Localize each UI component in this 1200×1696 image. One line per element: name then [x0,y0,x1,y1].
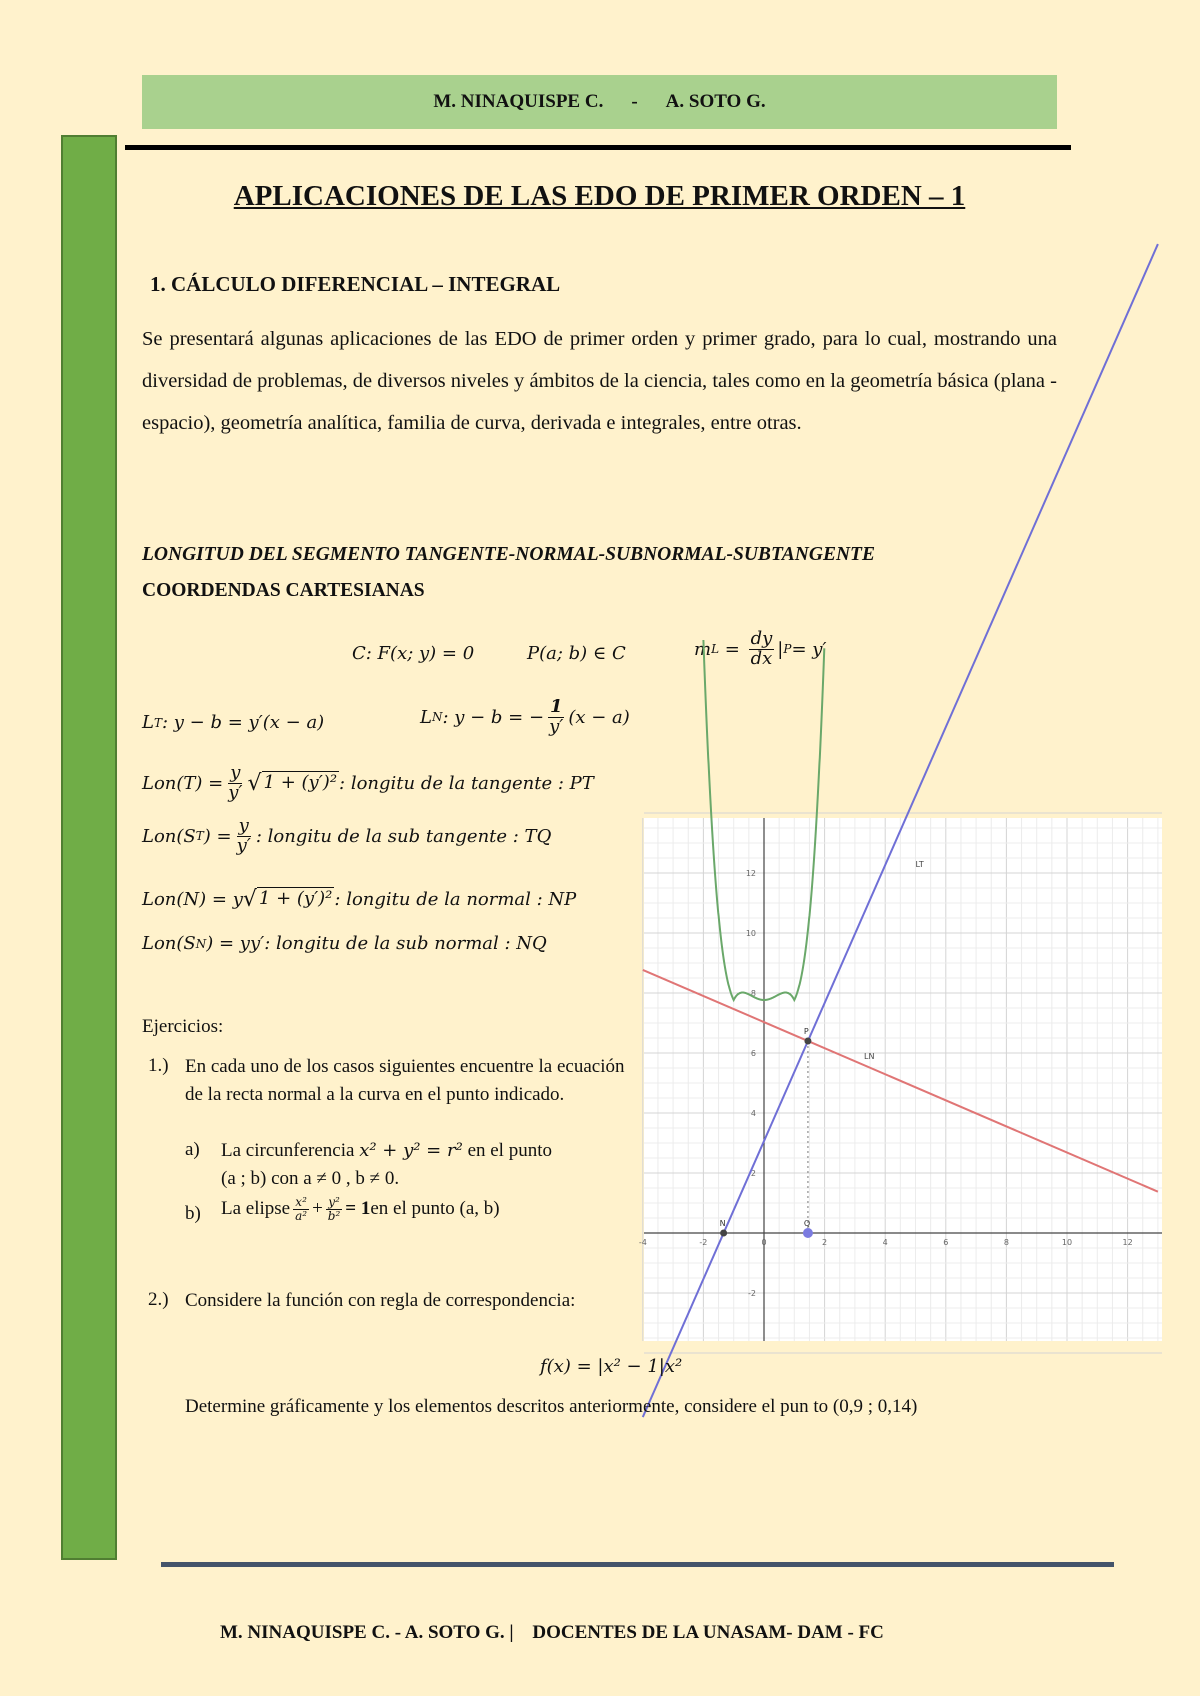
formula-normal-line: L N : y − b = − $\frac{1}{y'}$ (x − a) [420,696,630,737]
function-graph [638,818,1162,1341]
y-tick-label: 8 [750,989,756,998]
point-q [803,1228,813,1238]
exercise-1-number: 1.) [148,1055,169,1076]
point-label: N [719,1219,726,1228]
header-rule [125,145,1071,150]
header-author1: M. NINAQUISPE C. [433,91,604,112]
exercise-2-number: 2.) [148,1289,169,1310]
formula-curve: C: F(x; y) = 0 [352,643,475,664]
footer-docentes: DOCENTES DE LA UNASAM- DAM - FC [532,1622,884,1643]
x-tick-label: -2 [699,1238,708,1247]
x-tick-label: 6 [943,1238,949,1247]
y-tick-label: 10 [745,929,756,938]
footer-authors: M. NINAQUISPE C. - A. SOTO G. | [220,1622,514,1643]
x-tick-label: 4 [882,1238,888,1247]
subheading-segments: LONGITUD DEL SEGMENTO TANGENTE-NORMAL-SUBNORMAL-SUBTANGENTE [142,544,875,565]
point-label: P [803,1027,809,1036]
sidebar-bar [61,135,117,1560]
normal-label: LN [863,1052,875,1061]
formula-slope: m L = $\frac{dy}{dx}$ | P = y′ [694,628,827,669]
formula-tangent-line: L T : y − b = y′(x − a) [142,712,325,733]
exercise-1-text: En cada uno de los casos siguientes encuentre la ecuación de la recta normal a la curva en el punto indicado. [185,1056,625,1105]
formula-lon-tangent: Lon(T) = $\frac{y}{y'}$ √ 1 + (y′)² : longitu de la tangente : PT [142,762,594,803]
formula-lon-subnormal: Lon(S N ) = yy′: longitu de la sub normal : NQ [142,933,547,954]
y-tick-label: 4 [750,1109,756,1118]
section-heading: 1. CÁLCULO DIFERENCIAL – INTEGRAL [150,272,561,296]
header-separator: - [631,91,638,112]
exercise-1b-label: b) [185,1203,201,1224]
formula-point: P(a; b) ∈ C [527,643,626,664]
formula-lon-subtangent: Lon(S T ) = $\frac{y}{y'}$ : longitu de la sub tangente : TQ [142,815,552,856]
header-author2: A. SOTO G. [665,91,766,112]
footer-rule [161,1562,1114,1567]
exercise-1a-text: La circunferencia x² + y² = r² en el punto (a ; b) con a ≠ 0 , b ≠ 0. [221,1140,552,1189]
footer [220,1622,898,1644]
subheading-coordinates: COORDENDAS CARTESIANAS [142,580,425,601]
page-title: APLICACIONES DE LAS EDO DE PRIMER ORDEN – 1 [233,180,966,212]
exercises-heading: Ejercicios: [142,1016,224,1037]
y-tick-label: 2 [750,1169,756,1178]
exercise-1a-label: a) [185,1139,200,1160]
x-tick-label: 12 [1122,1238,1133,1247]
y-tick-label: 6 [750,1049,756,1058]
y-tick-label: -2 [748,1289,756,1298]
x-tick-label: -4 [638,1238,647,1247]
point-label: Q [803,1219,811,1228]
exercise-2-instructions: Determine gráficamente y los elementos descritos anteriormente, considere el pun to (0,9 ; 0,14) [185,1396,918,1417]
exercise-2-formula: f(x) = |x² − 1|x² [540,1356,683,1377]
x-tick-label: 10 [1061,1238,1073,1247]
header-band [142,75,1057,129]
x-tick-label: 8 [1003,1238,1009,1247]
tangent-label: LT [915,860,924,869]
point-p [804,1038,811,1045]
intro-paragraph: Se presentará algunas aplicaciones de las EDO de primer orden y primer grado, para lo cual, mostrando una diversidad de problemas, de diversos niveles y ámbitos de la ciencia, tales como en la geometría básica (plana - espacio), geometría analítica, familia de curva, derivada e integrales, entre otras. [142,328,1057,434]
x-tick-label: 0 [761,1238,767,1247]
exercise-2-text: Considere la función con regla de correspondencia: [185,1290,576,1311]
formula-lon-normal: Lon(N) = y √ 1 + (y′)² : longitu de la normal : NP [142,887,577,912]
exercise-1b-text: La elipse $\frac{\text{x²}}{\text{a²}}$ + $\frac{\text{y²}}{\text{b²}}$ = 1 en el punto (a, b) [221,1194,500,1223]
x-tick-label: 2 [822,1238,828,1247]
y-tick-label: 12 [745,869,756,878]
point-n [720,1230,727,1237]
